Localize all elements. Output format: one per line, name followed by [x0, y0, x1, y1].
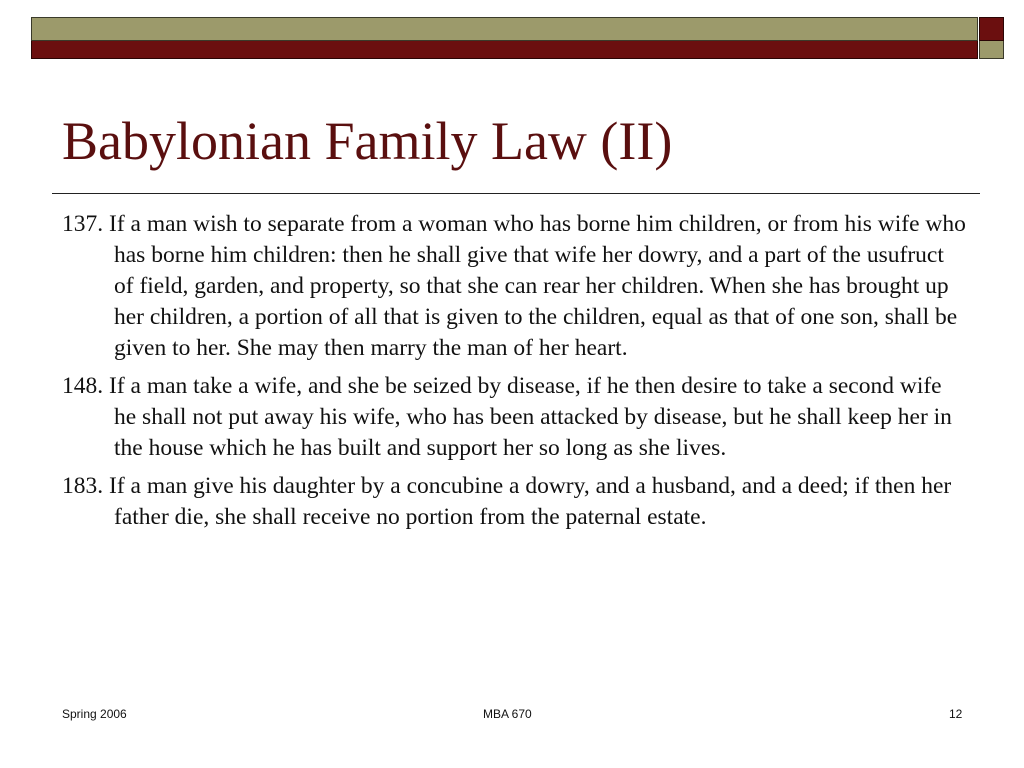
law-paragraph-183: 183. If a man give his daughter by a concubine a dowry, and a husband, and a deed; if then her father die, she shall receive no portion from the paternal estate. [62, 473, 952, 530]
header-olive-bar [31, 17, 978, 41]
footer-course: MBA 670 [483, 707, 532, 721]
title-divider [52, 193, 980, 194]
header-olive-square [979, 41, 1004, 59]
footer-date: Spring 2006 [62, 707, 127, 721]
slide-title: Babylonian Family Law (II) [62, 111, 673, 171]
header-maroon-bar [31, 41, 978, 59]
slide-body [62, 209, 967, 540]
law-paragraph-148: 148. If a man take a wife, and she be seized by disease, if he then desire to take a second wife he shall not put away his wife, who has been attacked by disease, but he shall keep her in the house which he has built and support her so long as she lives. [62, 373, 952, 461]
slide-number: 12 [949, 707, 963, 721]
law-paragraph-137: 137. If a man wish to separate from a woman who has borne him children, or from his wife who has borne him children: then he shall give that wife her dowry, and a part of the usufruct of field, garden, and property, so that she can rear her children. When she has brought up her children, a portion of all that is given to the children, equal as that of one son, shall be given to her. She may then marry the man of her heart. [62, 211, 966, 361]
header-maroon-square [979, 17, 1004, 41]
